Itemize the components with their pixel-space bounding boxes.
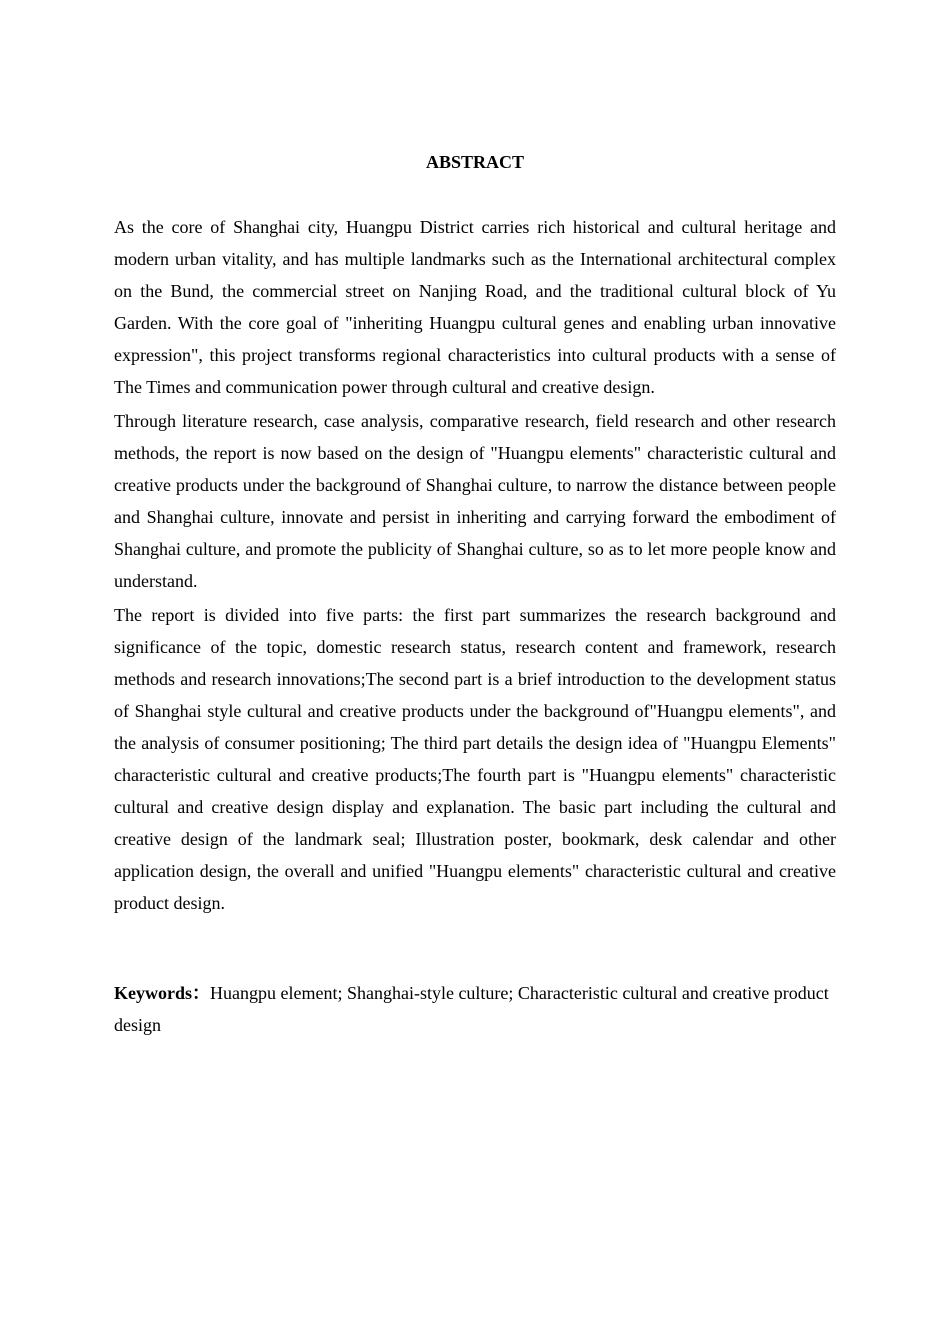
abstract-paragraph-3: The report is divided into five parts: the first part summarizes the research background and significance of the topic, domestic research status, research content and framework, research methods and research innovations;The second part is a brief introduction to the development status of Shanghai style cultural and creative products under the background of"Huangpu elements", and the analysis of consumer positioning; The third part details the design idea of "Huangpu Elements" characteristic cultural and creative products;The fourth part is "Huangpu elements" characteristic cultural and creative design display and explanation. The basic part including the cultural and creative design of the landmark seal; Illustration poster, bookmark, desk calendar and other application design, the overall and unified "Huangpu elements" characteristic cultural and creative product design. [114, 605, 836, 913]
keywords-text: Huangpu element; Shanghai-style culture; Characteristic cultural and creative product design [114, 983, 829, 1035]
abstract-body [114, 211, 836, 919]
abstract-title: ABSTRACT [425, 152, 525, 172]
abstract-paragraph-2: Through literature research, case analysis, comparative research, field research and other research methods, the report is now based on the design of "Huangpu elements" characteristic cultural and creative products under the background of Shanghai culture, to narrow the distance between people and Shanghai culture, innovate and persist in inheriting and carrying forward the embodiment of Shanghai culture, and promote the publicity of Shanghai culture, so as to let more people know and understand. [114, 411, 836, 591]
keywords-line [114, 977, 836, 1041]
keywords-label: Keywords： [114, 983, 210, 1003]
abstract-paragraph-1: As the core of Shanghai city, Huangpu District carries rich historical and cultural heritage and modern urban vitality, and has multiple landmarks such as the International architectural complex on the Bund, the commercial street on Nanjing Road, and the traditional cultural block of Yu Garden. With the core goal of "inheriting Huangpu cultural genes and enabling urban innovative expression", this project transforms regional characteristics into cultural products with a sense of The Times and communication power through cultural and creative design. [114, 217, 836, 397]
